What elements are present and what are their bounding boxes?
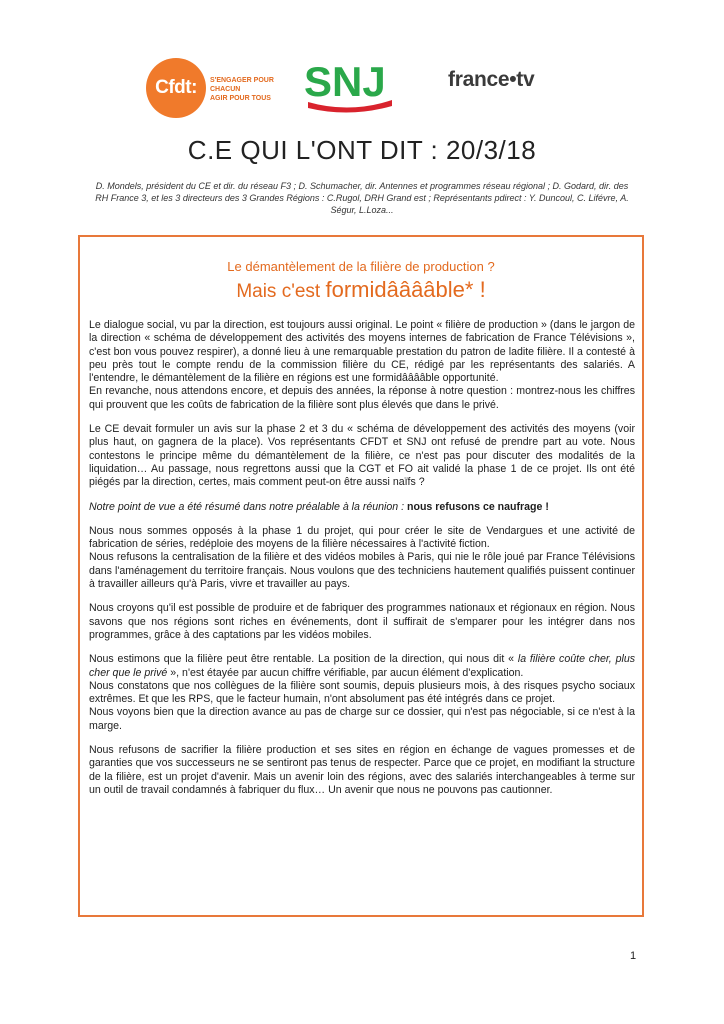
page-title: C.E QUI L'ONT DIT : 20/3/18 (187, 135, 537, 165)
logo-header (0, 50, 724, 120)
cfdt-logo-text: Cfdt: (155, 77, 197, 98)
box-heading-question: Le démantèlement de la filière de production ? (227, 259, 495, 274)
paragraph-3: Nous nous sommes opposés à la phase 1 du projet, qui pour créer le site de Vendargues et une activité de fabrication de séries, redéploie des moyens de la filière nécessaires à l'activité fiction. Nous refusons la centralisation de la filière et des vidéos mobiles à Paris, qui nie le rôle joué par France Télévisions dans l'aménagement du territoire français. Nous voulons que des techniciens hautement qualifiés puissent continuer à travailler ailleurs qu'à Paris, vivre et travailler au pays. (89, 524, 635, 591)
summary-line (89, 501, 635, 514)
paragraph-6: Nous refusons de sacrifier la filière production et ses sites en région en échange de vagues promesses et de garanties que vos successeurs ne se sentiront pas tenus de respecter. Parce que ce projet, en modifiant la structure de la filière, est un projet d'avenir. Mais un avenir loin des régions, avec des salariés interchangeables à terme sur un outil de travail condamnés à fabriquer du flux… Un avenir que nous ne pouvons pas cautionner. (89, 744, 635, 796)
box-body (89, 319, 635, 808)
attendees-subtitle: D. Mondels, président du CE et dir. du réseau F3 ; D. Schumacher, dir. Antennes et programmes réseau régional ; D. Godard, dir. des RH France 3, et les 3 directeurs des 3 Grandes Régions : C.Rugol, DRH Grand est ; Représentants pdirect : Y. Duncoul, C. Lifévre, A. Ségur, L.Loza... (95, 181, 629, 215)
paragraph-2: Le CE devait formuler un avis sur la phase 2 et 3 du « schéma de développement des activités des moyens (voir plus haut, on gagnera de la place). Vos représentants CFDT et SNJ ont refusé de prendre part au vote. Nous contestons le principe même du démantèlement de la filière, ce n'est pas pour discuter des modalités de la liquidation… Au passage, nous regrettons aussi que la CGT et FO ait validé la phase 1 de ce projet. Ils ont été piégés par la direction, certes, mais comment peut-on être aussi naïfs ? (89, 423, 635, 489)
box-heading-big: formidââââble* ! (325, 277, 486, 302)
cfdt-logo (146, 58, 206, 118)
paragraph-5 (89, 653, 635, 733)
francetv-logo: france•tv (448, 68, 535, 91)
paragraph-4: Nous croyons qu'il est possible de produire et de fabriquer des programmes nationaux et régionaux en région. Nous savons que nos régions sont riches en événements, dont il suffirait de s'emparer pour les intégrer dans nos programmes, grâce à des captations par les vidéos mobiles. (89, 602, 635, 641)
box-heading-prefix: Mais c'est (236, 281, 326, 302)
snj-logo (300, 56, 400, 114)
box-heading-answer (80, 277, 642, 303)
paragraph-5-suffix: », n'est étayée par aucun chiffre vérifiable, par aucun élément d'explication. Nous constatons que nos collègues de la filière sont soumis, depuis plusieurs mois, à des risques psycho sociaux extrêmes. Et que les RPS, que le facteur humain, n'ont absolument pas été intégrés dans ce projet. Nous voyons bien que la direction avance au pas de charge sur ce dossier, qui n'est pas négociable, si ce n'est à la marge. (89, 666, 635, 732)
cfdt-slogan-line2: AGIR POUR TOUS (210, 95, 271, 102)
snj-logo-text: SNJ (304, 58, 386, 105)
cfdt-slogan-line1: S'ENGAGER POUR CHACUN (210, 77, 274, 93)
summary-italic: Notre point de vue a été résumé dans notre préalable à la réunion : (89, 500, 408, 513)
page-number: 1 (630, 950, 637, 962)
paragraph-5-quote: la filière coûte cher, plus cher que le privé (89, 653, 636, 679)
summary-bold: nous refusons ce naufrage ! (407, 500, 549, 513)
content-box (78, 235, 644, 917)
cfdt-slogan (210, 76, 290, 103)
paragraph-1: Le dialogue social, vu par la direction, est toujours aussi original. Le point « filière de production » (dans le jargon de la direction « schéma de développement des activités des moyens internes de fabrication de France Télévisions », c'est bon vous pouvez respirer), a donné lieu à une remarquable prestation du patron de ladite filière. Il a contesté à peu près tout le compte rendu de la commission filière du CE, rédigé par les représentants des salariés. A l'entendre, le démantèlement de la filière en régions est une formidââââble opportunité. En revanche, nous attendons encore, et depuis des années, la réponse à notre question : montrez-nous les chiffres qui prouvent que les coûts de fabrication de la filière sont plus élevés que dans le privé. (89, 319, 635, 411)
paragraph-5-prefix: Nous estimons que la filière peut être rentable. La position de la direction, qui nous dit « (89, 653, 518, 666)
